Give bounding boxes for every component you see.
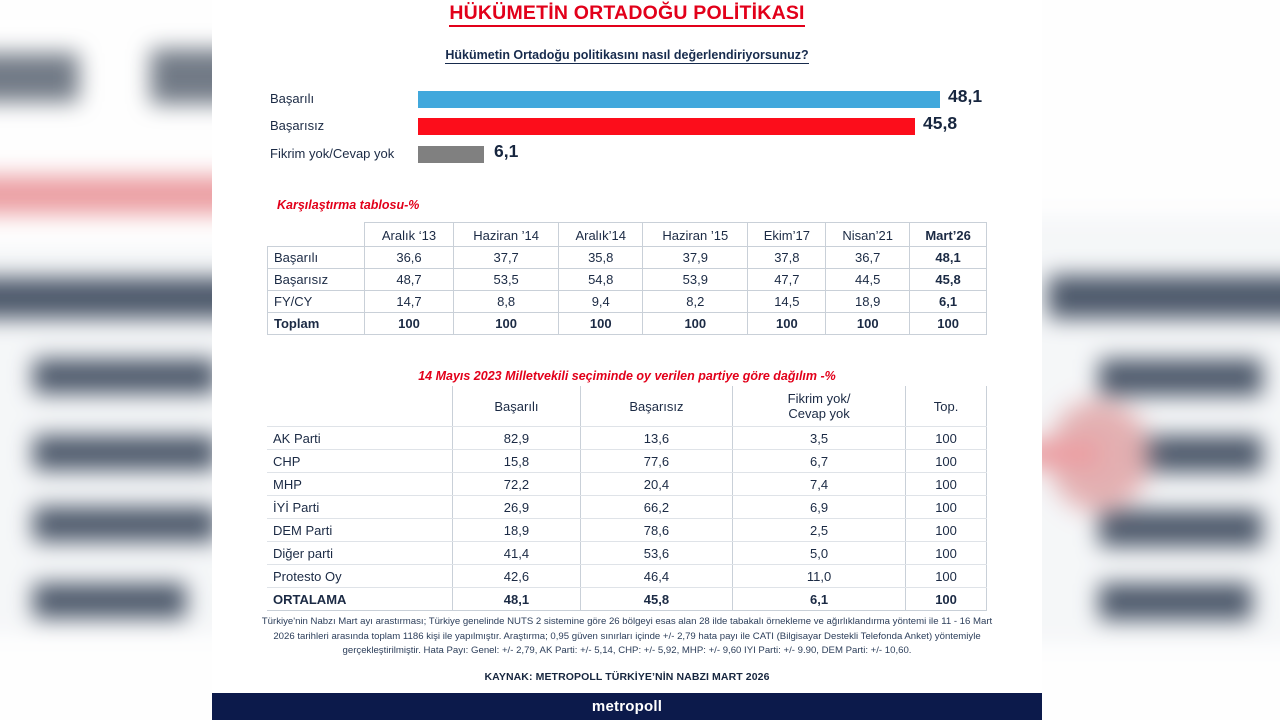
column-header-fikrim-yok [733, 386, 906, 427]
bar-track [418, 146, 484, 163]
cell: 100 [826, 313, 910, 335]
question-subtitle [212, 48, 1042, 62]
row-label: FY/CY [268, 291, 365, 313]
table-row [267, 519, 987, 542]
cell: 20,4 [580, 473, 732, 496]
poster-card [212, 0, 1042, 720]
cell: 14,5 [748, 291, 826, 313]
cell: 11,0 [733, 565, 906, 588]
cell: 9,4 [559, 291, 643, 313]
table-row [267, 473, 987, 496]
bar-chart [212, 88, 1042, 176]
row-label: Başarısız [268, 269, 365, 291]
column-header-aralik14: Aralık’14 [559, 223, 643, 247]
page-title [212, 2, 1042, 25]
cell-highlight: 6,1 [910, 291, 987, 313]
row-label-ortalama: ORTALAMA [267, 588, 453, 611]
cell: 78,6 [580, 519, 732, 542]
table-header-row [268, 223, 987, 247]
column-header-line-1: Fikrim yok/ [787, 391, 851, 406]
cell: 48,1 [453, 588, 581, 611]
column-header-mart26: Mart’26 [910, 223, 987, 247]
table-total-row [268, 313, 987, 335]
column-header-nisan21: Nisan’21 [826, 223, 910, 247]
column-header-toplam: Top. [906, 386, 987, 427]
bar-category-label: Başarılı [270, 91, 315, 106]
cell: 6,9 [733, 496, 906, 519]
methodology-footnote: Türkiye'nin Nabzı Mart ayı arastırması; Türkiye genelinde NUTS 2 sistemine göre 26 bölgeyi esas alan 28 ilde tabakalı örnekleme ve ağırlıklandırma yöntemi ile 11 - 16 Mart 2026 tarihleri arasında toplam 1186 kişi ile yapılmıştır. Araştırma; 0,95 güven sınırları içinde +/- 2,79 hata payı ile CATI (Bilgisayar Destekli Telefonda Anket) yöntemiyle gerçekleştirilmiştir. Hata Payı: Genel: +/- 2,79, AK Parti: +/- 5,14, CHP: +/- 5,92, MHP: +/- 9,60 IYI Parti: +/- 9.90, DEM Parti: +/- 10,60. [261, 616, 993, 657]
table-corner-cell [267, 386, 453, 427]
comparison-table [267, 222, 987, 335]
table-row [268, 291, 987, 313]
cell: 5,0 [733, 542, 906, 565]
table-row [267, 496, 987, 519]
cell: 18,9 [453, 519, 581, 542]
cell: 100 [906, 565, 987, 588]
cell: 3,5 [733, 427, 906, 450]
metropoll-logo: metropoll [591, 698, 663, 715]
page-title-text: HÜKÜMETİN ORTADOĞU POLİTİKASI [449, 2, 804, 27]
cell: 37,8 [748, 247, 826, 269]
row-label-mhp: MHP [267, 473, 453, 496]
cell: 35,8 [559, 247, 643, 269]
cell: 100 [906, 588, 987, 611]
cell: 100 [454, 313, 559, 335]
row-label-ak-parti: AK Parti [267, 427, 453, 450]
cell: 53,6 [580, 542, 732, 565]
cell: 48,7 [365, 269, 454, 291]
cell: 14,7 [365, 291, 454, 313]
cell: 44,5 [826, 269, 910, 291]
party-table-caption: 14 Mayıs 2023 Milletvekili seçiminde oy verilen partiye göre dağılım -% [418, 369, 836, 383]
cell: 6,7 [733, 450, 906, 473]
cell-highlight: 48,1 [910, 247, 987, 269]
cell: 41,4 [453, 542, 581, 565]
row-label-diger-parti: Diğer parti [267, 542, 453, 565]
column-header-haziran14: Haziran ’14 [454, 223, 559, 247]
cell: 100 [906, 450, 987, 473]
column-header-ekim17: Ekim’17 [748, 223, 826, 247]
cell: 37,9 [643, 247, 748, 269]
cell: 100 [748, 313, 826, 335]
column-header-line-2: Cevap yok [788, 406, 850, 421]
cell: 100 [906, 473, 987, 496]
cell: 100 [906, 519, 987, 542]
footer-bar [212, 693, 1042, 720]
cell: 100 [910, 313, 987, 335]
cell: 100 [365, 313, 454, 335]
source-line: KAYNAK: METROPOLL TÜRKİYE’NİN NABZI MART 2026 [484, 671, 770, 683]
comparison-table-caption: Karşılaştırma tablosu-% [277, 198, 420, 212]
cell: 2,5 [733, 519, 906, 542]
table-row [268, 269, 987, 291]
cell: 46,4 [580, 565, 732, 588]
cell: 45,8 [580, 588, 732, 611]
cell: 13,6 [580, 427, 732, 450]
question-subtitle-text: Hükümetin Ortadoğu politikasını nasıl değerlendiriyorsunuz? [445, 48, 809, 62]
cell: 8,8 [454, 291, 559, 313]
cell: 54,8 [559, 269, 643, 291]
row-label-protesto-oy: Protesto Oy [267, 565, 453, 588]
table-row [267, 542, 987, 565]
cell: 47,7 [748, 269, 826, 291]
column-header-haziran15: Haziran ’15 [643, 223, 748, 247]
bar-track [418, 91, 940, 108]
table-average-row [267, 588, 987, 611]
table-row [267, 427, 987, 450]
bar-category-label: Başarısız [270, 118, 325, 133]
bar-fill-fikrim-yok [418, 146, 484, 163]
bar-value-label: 45,8 [923, 113, 958, 133]
cell: 53,5 [454, 269, 559, 291]
cell: 26,9 [453, 496, 581, 519]
cell: 100 [643, 313, 748, 335]
cell: 8,2 [643, 291, 748, 313]
table-row [267, 450, 987, 473]
cell: 72,2 [453, 473, 581, 496]
bar-fill-basarisiz [418, 118, 915, 135]
cell: 77,6 [580, 450, 732, 473]
row-label-chp: CHP [267, 450, 453, 473]
column-header-aralik13: Aralık ‘13 [365, 223, 454, 247]
bar-row [212, 115, 1042, 141]
bar-value-label: 48,1 [948, 86, 983, 106]
cell: 53,9 [643, 269, 748, 291]
table-corner-cell [268, 223, 365, 247]
row-label: Başarılı [268, 247, 365, 269]
table-row [268, 247, 987, 269]
bar-category-label: Fikrim yok/Cevap yok [270, 146, 395, 161]
cell-highlight: 45,8 [910, 269, 987, 291]
bar-fill-basarili [418, 91, 940, 108]
bar-row [212, 88, 1042, 114]
cell: 36,6 [365, 247, 454, 269]
row-label-iyi-parti: İYİ Parti [267, 496, 453, 519]
column-header-basarili: Başarılı [453, 386, 581, 427]
cell: 100 [906, 542, 987, 565]
column-header-basarisiz: Başarısız [580, 386, 732, 427]
bar-row [212, 143, 1042, 169]
cell: 6,1 [733, 588, 906, 611]
bar-track [418, 118, 915, 135]
cell: 100 [906, 427, 987, 450]
cell: 100 [906, 496, 987, 519]
cell: 42,6 [453, 565, 581, 588]
cell: 36,7 [826, 247, 910, 269]
row-label-dem-parti: DEM Parti [267, 519, 453, 542]
cell: 18,9 [826, 291, 910, 313]
table-row [267, 565, 987, 588]
cell: 100 [559, 313, 643, 335]
party-breakdown-table [267, 386, 987, 611]
cell: 66,2 [580, 496, 732, 519]
cell: 37,7 [454, 247, 559, 269]
cell: 15,8 [453, 450, 581, 473]
table-header-row [267, 386, 987, 427]
bar-value-label: 6,1 [494, 141, 519, 161]
row-label: Toplam [268, 313, 365, 335]
cell: 7,4 [733, 473, 906, 496]
cell: 82,9 [453, 427, 581, 450]
